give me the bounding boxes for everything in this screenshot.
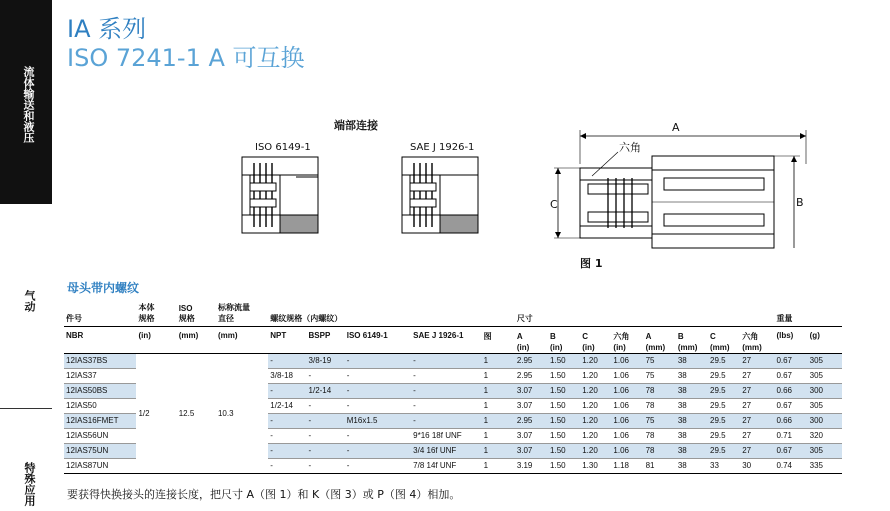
table-cell: 1 [482, 368, 515, 383]
table-header-cell [548, 300, 580, 313]
table-cell: 27 [740, 413, 774, 428]
table-cell: 78 [644, 428, 676, 443]
table-header-cell: C (in) [580, 326, 611, 353]
sidebar-label-fluid: 流体输送和液压 [22, 66, 35, 143]
table-cell: - [411, 353, 481, 368]
iso-6149-port-drawing [236, 155, 326, 237]
table-header-cell: (mm) [216, 326, 268, 353]
table-cell: 1.20 [580, 398, 611, 413]
table-cell: 1.50 [548, 458, 580, 473]
table-cell: 75 [644, 368, 676, 383]
table-header-cell: 件号 [64, 313, 136, 326]
table-cell: 1 [482, 458, 515, 473]
sidebar-divider [0, 408, 52, 409]
table-cell: 29.5 [708, 428, 740, 443]
table-cell: - [268, 383, 306, 398]
table-cell: M16x1.5 [345, 413, 411, 428]
table-cell: - [268, 458, 306, 473]
table-cell: 1.50 [548, 413, 580, 428]
table-header-row [64, 326, 842, 353]
table-cell: 0.66 [774, 383, 807, 398]
table-cell: - [345, 383, 411, 398]
table-header-cell [482, 300, 515, 313]
table-merged-cell: 12.5 [177, 353, 216, 473]
table-cell: - [345, 443, 411, 458]
table-cell: 29.5 [708, 383, 740, 398]
table-cell: 9*16 18f UNF [411, 428, 481, 443]
table-header-cell: C (mm) [708, 326, 740, 353]
table-cell: - [268, 428, 306, 443]
table-header-row [64, 300, 842, 313]
table-cell: 29.5 [708, 353, 740, 368]
table-cell: - [307, 443, 345, 458]
sae-j1926-port-drawing [396, 155, 486, 237]
table-header-cell [740, 313, 774, 326]
table-cell: - [307, 413, 345, 428]
table-header-cell [515, 300, 548, 313]
table-cell: 12IAS75UN [64, 443, 136, 458]
table-cell: 81 [644, 458, 676, 473]
table-header-cell [808, 300, 842, 313]
table-cell: 300 [808, 383, 842, 398]
table-cell: - [268, 413, 306, 428]
table-cell: 7/8 14f UNF [411, 458, 481, 473]
table-cell: 2.95 [515, 353, 548, 368]
table-cell: 1.06 [611, 413, 643, 428]
table-header-cell [268, 300, 306, 313]
table-header-cell: 螺纹规格（内螺纹） [268, 313, 306, 326]
table-cell: 3.19 [515, 458, 548, 473]
table-header-cell: B (in) [548, 326, 580, 353]
table-cell: 1.06 [611, 398, 643, 413]
table-cell: 3.07 [515, 383, 548, 398]
table-header-cell: NBR [64, 326, 136, 353]
table-cell: - [307, 458, 345, 473]
table-cell: 38 [676, 443, 708, 458]
table-cell: 75 [644, 413, 676, 428]
table-cell: 1.30 [580, 458, 611, 473]
table-cell: 3.07 [515, 398, 548, 413]
table-cell: 1.50 [548, 443, 580, 458]
table-header-cell [644, 313, 676, 326]
table-header-cell: 六角 (mm) [740, 326, 774, 353]
table-cell: 27 [740, 383, 774, 398]
table-cell: 27 [740, 443, 774, 458]
table-cell: 1.20 [580, 413, 611, 428]
table-header-cell: 本体 [138, 303, 155, 312]
table-cell: 1.20 [580, 443, 611, 458]
table-header-cell: ISO 6149-1 [345, 326, 411, 353]
table-cell: 3/8-19 [307, 353, 345, 368]
table-header-cell [774, 300, 807, 313]
table-cell: 29.5 [708, 368, 740, 383]
table-cell: - [345, 368, 411, 383]
table-header-cell [676, 313, 708, 326]
table-header-cell: A (mm) [644, 326, 676, 353]
table-cell: 0.67 [774, 398, 807, 413]
table-cell: 12IAS37BS [64, 353, 136, 368]
table-cell: 12IAS16FMET [64, 413, 136, 428]
table-cell: 1 [482, 413, 515, 428]
table-cell: 1.50 [548, 353, 580, 368]
table-cell: 300 [808, 413, 842, 428]
iso-6149-label: ISO 6149-1 [255, 142, 311, 153]
table-cell: 2.95 [515, 413, 548, 428]
table-header-cell [611, 313, 643, 326]
table-cell: 29.5 [708, 443, 740, 458]
table-cell: - [307, 428, 345, 443]
table-cell: 78 [644, 383, 676, 398]
table-header-cell: 标称流量 [217, 303, 250, 312]
table-cell: - [411, 413, 481, 428]
table-merged-cell: 1/2 [136, 353, 176, 473]
table-cell: 38 [676, 413, 708, 428]
table-cell: 1/2-14 [268, 398, 306, 413]
table-header-cell: 直径 [216, 313, 268, 326]
table-cell: 33 [708, 458, 740, 473]
table-cell: 0.71 [774, 428, 807, 443]
table-cell: 3/8-18 [268, 368, 306, 383]
table-cell: 38 [676, 383, 708, 398]
table-cell: 38 [676, 353, 708, 368]
table-header-cell: 六角 (in) [611, 326, 643, 353]
table-header-cell: (in) [136, 326, 176, 353]
table-header-cell: BSPP [307, 326, 345, 353]
table-cell: 305 [808, 398, 842, 413]
table-cell: - [411, 398, 481, 413]
table-header-cell [64, 300, 136, 313]
table-cell: 3/4 16f UNF [411, 443, 481, 458]
table-header-cell [482, 313, 515, 326]
table-cell: 12IAS50 [64, 398, 136, 413]
table-cell: 305 [808, 443, 842, 458]
table-cell: 1.06 [611, 428, 643, 443]
dim-c-label: C [550, 198, 558, 211]
table-cell: 27 [740, 428, 774, 443]
page-subtitle: ISO 7241-1 A 可互换 [67, 44, 305, 72]
table-cell: 29.5 [708, 398, 740, 413]
dim-a-label: A [672, 121, 680, 134]
table-cell: 1.06 [611, 353, 643, 368]
table-header-cell: 图 [482, 326, 515, 353]
table-cell: - [307, 398, 345, 413]
table-cell: - [345, 428, 411, 443]
table-merged-cell: 10.3 [216, 353, 268, 473]
table-header-cell [740, 300, 774, 313]
table-cell: 3.07 [515, 443, 548, 458]
table-header-cell [548, 313, 580, 326]
figure-1-label: 图 1 [580, 257, 603, 270]
table-header-cell [808, 313, 842, 326]
table-header-cell: NPT [268, 326, 306, 353]
coupling-figure-1-drawing [548, 118, 818, 248]
table-cell: 12IAS56UN [64, 428, 136, 443]
table-cell: 1.20 [580, 383, 611, 398]
table-cell: 38 [676, 428, 708, 443]
table-header-cell: 尺寸 [515, 313, 548, 326]
table-header-cell [580, 313, 611, 326]
table-cell: 2.95 [515, 368, 548, 383]
table-header-cell [611, 300, 643, 313]
hex-label: 六角 [619, 141, 641, 154]
table-header-row [64, 313, 842, 326]
table-cell: 1 [482, 383, 515, 398]
table-header-cell: 规格 [136, 313, 176, 326]
table-cell: 1.06 [611, 383, 643, 398]
table-header-cell: (mm) [177, 326, 216, 353]
table-cell: 1.20 [580, 353, 611, 368]
table-cell: 12IAS87UN [64, 458, 136, 473]
footnote: 要获得快换接头的连接长度，把尺寸 A（图 1）和 K（图 3）或 P（图 4）相加。 [67, 488, 461, 501]
table-header-cell: (lbs) [774, 326, 807, 353]
table-row [64, 353, 842, 368]
table-cell: 29.5 [708, 413, 740, 428]
sidebar-section-block [0, 0, 52, 204]
table-cell: - [345, 458, 411, 473]
table-cell: 0.67 [774, 368, 807, 383]
table-cell: 1/2-14 [307, 383, 345, 398]
table-cell: 27 [740, 398, 774, 413]
sidebar-label-special: 特殊应用 [23, 462, 36, 506]
table-cell: 78 [644, 443, 676, 458]
table-cell: - [307, 368, 345, 383]
table-cell: 3.07 [515, 428, 548, 443]
table-header-cell [307, 300, 345, 313]
table-cell: 1.20 [580, 428, 611, 443]
table-cell: 27 [740, 353, 774, 368]
table-cell: 1 [482, 353, 515, 368]
table-cell: 335 [808, 458, 842, 473]
table-cell: - [345, 398, 411, 413]
dim-b-label: B [796, 196, 804, 209]
table-cell: 12IAS37 [64, 368, 136, 383]
table-cell: 1 [482, 428, 515, 443]
table-cell: 0.67 [774, 443, 807, 458]
table-header-cell: SAE J 1926-1 [411, 326, 481, 353]
table-cell: 1.18 [611, 458, 643, 473]
table-cell: 27 [740, 368, 774, 383]
table-header-cell: A (in) [515, 326, 548, 353]
sae-j1926-label: SAE J 1926-1 [410, 142, 475, 153]
table-cell: 38 [676, 458, 708, 473]
page-title: IA 系列 [67, 15, 147, 43]
table-cell: 0.67 [774, 353, 807, 368]
table-cell: 0.66 [774, 413, 807, 428]
table-cell: 75 [644, 353, 676, 368]
table-cell: - [345, 353, 411, 368]
table-cell: 1.50 [548, 368, 580, 383]
spec-table [64, 300, 842, 474]
table-cell: 1.06 [611, 443, 643, 458]
table-header-cell: ISO [178, 304, 193, 313]
table-cell: - [411, 368, 481, 383]
table-cell: 12IAS50BS [64, 383, 136, 398]
table-cell: 78 [644, 398, 676, 413]
table-cell: 1.20 [580, 368, 611, 383]
table-cell: 305 [808, 368, 842, 383]
table-cell: 1.06 [611, 368, 643, 383]
table-cell: 0.74 [774, 458, 807, 473]
table-cell: - [268, 353, 306, 368]
table-header-cell [708, 300, 740, 313]
table-cell: 1 [482, 398, 515, 413]
table-header-cell [411, 313, 481, 326]
table-cell: 1.50 [548, 398, 580, 413]
table-header-cell [345, 313, 411, 326]
table-cell: 305 [808, 353, 842, 368]
table-cell: - [268, 443, 306, 458]
table-header-cell [345, 300, 411, 313]
table-header-cell: (g) [808, 326, 842, 353]
table-cell: 38 [676, 398, 708, 413]
table-cell: 1.50 [548, 428, 580, 443]
table-header-cell: 规格 [177, 313, 216, 326]
table-header-cell: B (mm) [676, 326, 708, 353]
table-cell: 1.50 [548, 383, 580, 398]
end-connection-title: 端部连接 [334, 119, 378, 132]
table-header-cell [708, 313, 740, 326]
table-header-cell [676, 300, 708, 313]
table-header-cell [644, 300, 676, 313]
table-cell: - [411, 383, 481, 398]
table-cell: 1 [482, 443, 515, 458]
table-cell: 30 [740, 458, 774, 473]
sidebar-label-pneumatic: 气动 [23, 290, 36, 312]
table-header-cell [411, 300, 481, 313]
table-cell: 38 [676, 368, 708, 383]
table-section-title: 母头带内螺纹 [67, 281, 140, 295]
table-header-cell [580, 300, 611, 313]
table-header-cell: 重量 [774, 313, 807, 326]
table-cell: 320 [808, 428, 842, 443]
